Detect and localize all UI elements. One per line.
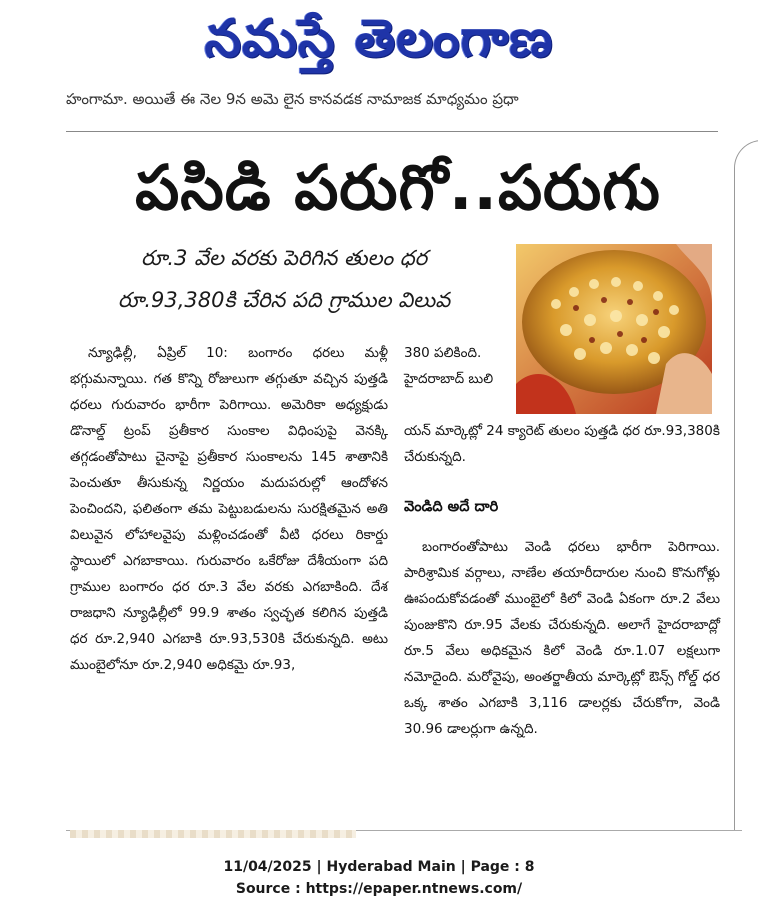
page-footer — [0, 856, 758, 900]
masthead-logo: నమస్తే తెలంగాణ — [204, 9, 554, 69]
ticker-text: హంగామా. అయితే ఈ నెల 9న అమె లైన కానవడక నామాజక మాధ్యమం ప్రధా — [66, 90, 519, 108]
article-body-mid — [404, 340, 510, 392]
source-link[interactable]: Source : https://epaper.ntnews.com/ — [235, 881, 523, 897]
previous-article-ticker — [66, 86, 726, 122]
page-edge-curve — [734, 140, 758, 831]
silver-subhead: వెండిది అదే దారి — [404, 499, 499, 515]
gold-jewellery-photo — [516, 244, 712, 414]
body-paragraph-right-continued: యన్ మార్కెట్లో 24 క్యారెట్ తులం పుత్తడి ధర రూ.93,380కి చేరుకున్నది. — [404, 423, 720, 465]
top-divider — [66, 131, 718, 132]
headline: పసిడి పరుగో..పరుగు — [135, 151, 661, 224]
deck-line-2: రూ.93,380కి చేరిన పది గ్రాముల విలువ — [117, 288, 451, 312]
article-body-left — [70, 340, 388, 678]
next-article-strip — [70, 830, 356, 838]
edition-info: 11/04/2025 | Hyderabad Main | Page : 8 — [223, 859, 535, 875]
body-paragraph-right: బంగారంతోపాటు వెండి ధరలు భారీగా పెరిగాయి. పారిశ్రామిక వర్గాలు, నాణేల తయారీదారుల నుంచి కొనుగోళ్లు ఊపందుకోవడంతో ముంబైలో కిలో వెండి ఏకంగా రూ.2 వేలు పుంజుకొని రూ.95 వేలకు చేరుకున్నది. అలాగే హైదరాబాద్లో రూ.5 వేలు అధికమైన కిలో వెండి రూ.1.07 లక్షలుగా నమోదైంది. మరోవైపు, అంతర్జాతీయ మార్కెట్లో ఔన్స్ గోల్డ్ ధర ఒక్క శాతం ఎగబాకి 3,116 డాలర్లకు చేరుకోగా, వెండి 30.96 డాలర్లుగా ఉన్నది. — [404, 539, 720, 737]
body-paragraph-left: న్యూఢిల్లీ, ఏప్రిల్ 10: బంగారం ధరలు మళ్లీ భగ్గుమన్నాయి. గత కొన్ని రోజులుగా తగ్గుతూ వచ్చిన పుత్తడి ధరలు గురువారం భారీగా పెరిగాయి. అమెరికా అధ్యక్షుడు డొనాల్డ్ ట్రంప్ ప్రతీకార సుంకాల విధింపుపై వెనక్కి తగ్గడంతోపాటు చైనాపై ప్రతీకార సుంకాలను 145 శాతానికి పెంచుతూ తీసుకున్న నిర్ణయం మదుపరుల్లో ఆందోళన పెంచిందని, ఫలితంగా తమ పెట్టుబడులను సురక్షితమైన అతి విలువైన లోహాలవైపు మళ్లించడంతో వీటి ధరలు రికార్డు స్థాయిలో ఎగబాకాయి. గురువారం ఒకేరోజు దేశీయంగా పది గ్రాముల బంగారం ధర రూ.3 వేల వరకు ఎగబాకింది. దేశ రాజధాని న్యూఢిల్లీలో 99.9 శాతం స్వచ్ఛత కలిగిన పుత్తడి ధర రూ.2,940 ఎగబాకి రూ.93,530కి చేరుకున్నది. అటు ముంబైలోనూ రూ.2,940 అధికమై రూ.93, — [70, 345, 388, 673]
body-paragraph-mid: 380 పలికింది. హైదరాబాద్ బులి — [404, 345, 494, 387]
article-body-right — [404, 534, 720, 742]
article-body-right-continued — [404, 418, 720, 470]
masthead — [0, 0, 758, 78]
deck-line-1: రూ.3 వేల వరకు పెరిగిన తులం ధర — [140, 246, 428, 270]
